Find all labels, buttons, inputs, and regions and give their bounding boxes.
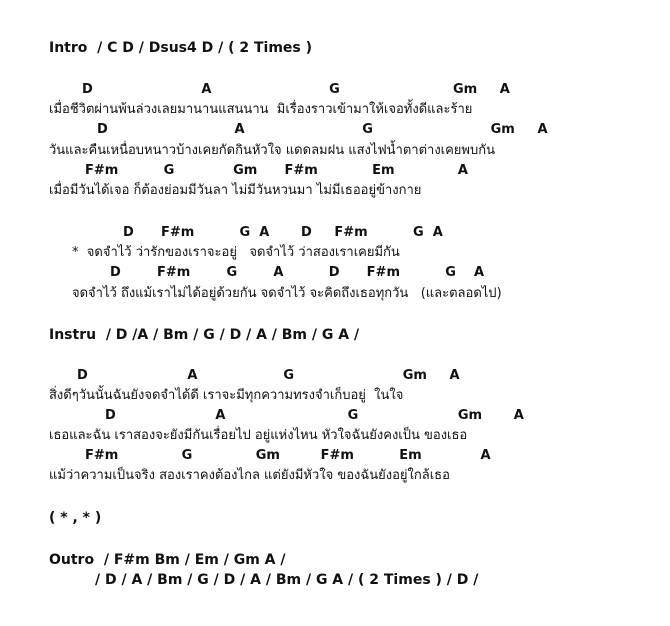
chorus-lyric-1: * จดจำไว้ ว่ารักของเราจะอยู่ จดจำไว้ ว่าสองเราเคยมีกัน xyxy=(72,245,400,260)
chorus-chords-1: D F#m G A D F#m G A xyxy=(123,225,443,240)
verse1-lyric-2: วันและคืนเหนื่อบหนาวบ้างเคยกัดกินหัวใจ แดดลมฝน แสงไฟน้ำตาต่างเคยพบกัน xyxy=(49,143,495,158)
verse2-lyric-2: เธอและฉัน เราสองจะยังมีกันเรื่อยไป อยู่แห่งไหน หัวใจฉันยังคงเป็น ของเธอ xyxy=(49,428,468,443)
verse2-chords-1: D A G Gm A xyxy=(77,368,460,383)
verse2-lyric-1: สิ่งดีๆวันนั้นฉันยังจดจำได้ดี เราจะมีทุกความทรงจำเก็บอยู่ ในใจ xyxy=(49,388,404,403)
verse1-chords-1: D A G Gm A xyxy=(82,82,510,97)
repeat-marker: ( * , * ) xyxy=(49,510,102,526)
outro-line-1: Outro / F#m Bm / Em / Gm A / xyxy=(49,552,286,568)
verse2-chords-3: F#m G Gm F#m Em A xyxy=(85,448,491,463)
verse1-lyric-3: เมื่อมีวันได้เจอ ก็ต้องย่อมมีวันลา ไม่มีวันหวนมา ไม่มีเธออยู่ข้างกาย xyxy=(49,183,422,198)
outro-line-2: / D / A / Bm / G / D / A / Bm / G A / ( 2 Times ) / D / xyxy=(95,572,479,588)
verse2-lyric-3: แม้ว่าความเป็นจริง สองเราคงต้องไกล แต่ยังมีหัวใจ ของฉันยังอยู่ใกล้เธอ xyxy=(49,468,450,483)
verse2-chords-2: D A G Gm A xyxy=(105,408,524,423)
verse1-chords-2: D A G Gm A xyxy=(97,122,548,137)
intro-line: Intro / C D / Dsus4 D / ( 2 Times ) xyxy=(49,40,313,56)
instru-line: Instru / D /A / Bm / G / D / A / Bm / G A / xyxy=(49,327,360,343)
chorus-lyric-2: จดจำไว้ ถึงแม้เราไม่ได้อยู่ด้วยกัน จดจำไว้ จะคิดถึงเธอทุกวัน (และตลอดไป) xyxy=(72,286,502,301)
chorus-chords-2: D F#m G A D F#m G A xyxy=(110,265,485,280)
verse1-lyric-1: เมื่อชีวิตผ่านพ้นล่วงเลยมานานแสนนาน มิเรื่องราวเข้ามาให้เจอทั้งดีและร้าย xyxy=(49,102,473,117)
verse1-chords-3: F#m G Gm F#m Em A xyxy=(85,163,468,178)
